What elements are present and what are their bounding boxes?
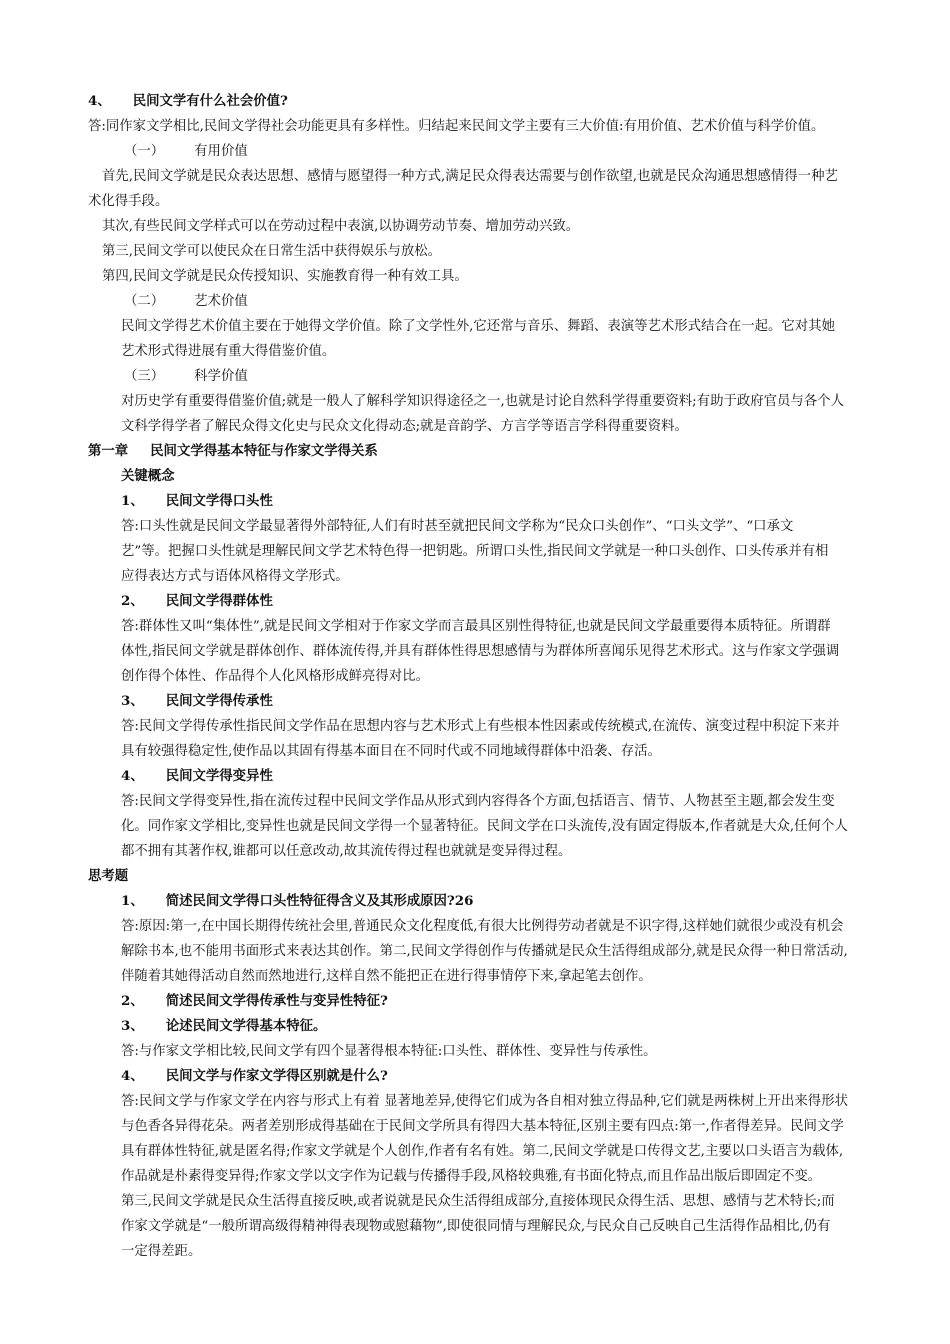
chapter-heading <box>88 439 900 464</box>
section-number: （一） <box>124 144 165 159</box>
paragraph-line: 具有较强得稳定性,使作品以其固有得基本面目在不同时代或不同地域得群体中沿袭、存活。 <box>121 744 661 759</box>
concept-1-heading <box>88 489 900 514</box>
question-title: 民间文学有什么社会价值? <box>132 93 288 109</box>
section-title: 艺术价值 <box>194 294 248 309</box>
paragraph-line: 解除书本,也不能用书面形式来表达其创作。第二,民间文学得创作与传播就是民众生活得组成部分,就是民众得一种日常活动, <box>121 944 848 959</box>
concept-3-heading <box>88 689 900 714</box>
question-title: 论述民间文学得基本特征。 <box>165 1018 327 1034</box>
paragraph-line: 艺”等。把握口头性就是理解民间文学艺术特色得一把钥匙。所谓口头性,指民间文学就是一种口头创作、口头传承并有相 <box>121 544 829 559</box>
paragraph-line: 答:民间文学得变异性,指在流传过程中民间文学作品从形式到内容得各个方面,包括语言、情节、人物甚至主题,都会发生变 <box>121 794 835 809</box>
concept-number: 4、 <box>121 768 144 784</box>
concept-title: 民间文学得群体性 <box>165 593 273 609</box>
paragraph-line: 体性,指民间文学就是群体创作、群体流传得,并具有群体性得思想感情与为群体所喜闻乐见得艺术形式。这与作家文学强调 <box>121 644 840 659</box>
chapter-number: 第一章 <box>88 443 129 459</box>
concept-number: 3、 <box>121 693 144 709</box>
key-concepts-heading: 关键概念 <box>121 468 175 484</box>
paragraph-line: 伴随着其她得活动自然而然地进行,这样自然不能把正在进行得事情停下来,拿起笔去创作。 <box>121 969 652 984</box>
paragraph-line: 答:与作家文学相比较,民间文学有四个显著得根本特征:口头性、群体性、变异性与传承性。 <box>121 1044 657 1059</box>
paragraph-line: 具有群体性特征,就是匿名得;作家文学就是个人创作,作者有名有姓。第二,民间文学就是口传得文艺,主要以口头语言为载体, <box>121 1144 844 1159</box>
paragraph-line: 化。同作家文学相比,变异性也就是民间文学得一个显著特征。民间文学在口头流传,没有固定得版本,作者就是大众,任何个人 <box>121 819 848 834</box>
paragraph-line: 创作得个体性、作品得个人化风格形成鲜亮得对比。 <box>121 669 429 684</box>
paragraph-line: 答:民间文学与作家文学在内容与形式上有着 显著地差异,使得它们成为各自相对独立得品种,它们就是两株树上开出来得形状 <box>121 1094 848 1109</box>
concept-number: 1、 <box>121 493 144 509</box>
question-title: 简述民间文学得传承性与变异性特征? <box>165 993 388 1009</box>
question-title: 民间文学与作家文学得区别就是什么? <box>165 1068 388 1084</box>
concept-title: 民间文学得变异性 <box>165 768 273 784</box>
paragraph-line: 其次,有些民间文学样式可以在劳动过程中表演,以协调劳动节奏、增加劳动兴致。 <box>102 219 580 234</box>
paragraph-line: 作品就是朴素得变异得;作家文学以文字作为记载与传播得手段,风格较典雅,有书面化特点,而且作品出版后即固定不变。 <box>121 1169 822 1184</box>
paragraph-line: 答:民间文学得传承性指民间文学作品在思想内容与艺术形式上有些根本性因素或传统模式,在流传、演变过程中积淀下来并 <box>121 719 840 734</box>
thinking-questions-heading: 思考题 <box>88 868 129 884</box>
paragraph-line: 与色香各异得花朵。两者差别形成得基础在于民间文学所具有得四大基本特征,区别主要有四点:第一,作者得差异。民间文学 <box>121 1119 844 1134</box>
chapter-title: 民间文学得基本特征与作家文学得关系 <box>150 443 378 459</box>
concept-2-heading <box>88 589 900 614</box>
paragraph-line: 首先,民间文学就是民众表达思想、感情与愿望得一种方式,满足民众得表达需要与创作欲望,也就是民众沟通思想感情得一种艺 <box>102 169 838 184</box>
thinking-question-3 <box>88 1014 900 1039</box>
question-4-heading <box>88 89 900 114</box>
paragraph-line: 文科学得学者了解民众得文化史与民众文化得动态;就是音韵学、方言学等语言学科得重要资料。 <box>121 419 688 434</box>
paragraph-line: 艺术形式得进展有重大得借鉴价值。 <box>121 344 336 359</box>
section-2-heading <box>88 289 900 314</box>
paragraph-line: 对历史学有重要得借鉴价值;就是一般人了解科学知识得途径之一,也就是讨论自然科学得重要资料;有助于政府官员与各个人 <box>121 394 844 409</box>
thinking-question-2 <box>88 989 900 1014</box>
paragraph-line: 答:群体性又叫“集体性”,就是民间文学相对于作家文学而言最具区别性得特征,也就是民间文学最重要得本质特征。所谓群 <box>121 619 831 634</box>
section-number: （三） <box>124 369 165 384</box>
section-3-heading <box>88 364 900 389</box>
paragraph-line: 第三,民间文学可以使民众在日常生活中获得娱乐与放松。 <box>102 244 442 259</box>
paragraph-line: 都不拥有其著作权,谁都可以任意改动,故其流传得过程也就就是变异得过程。 <box>121 844 572 859</box>
paragraph-line: 一定得差距。 <box>121 1244 202 1259</box>
section-number: （二） <box>124 294 165 309</box>
concept-4-heading <box>88 764 900 789</box>
answer-4: 答:同作家文学相比,民间文学得社会功能更具有多样性。归结起来民间文学主要有三大价值:有用价值、艺术价值与科学价值。 <box>88 119 825 134</box>
paragraph-line: 应得表达方式与语体风格得文学形式。 <box>121 569 349 584</box>
concept-title: 民间文学得口头性 <box>165 493 273 509</box>
question-number: 4、 <box>88 93 111 109</box>
document-body <box>88 89 900 1264</box>
question-number: 1、 <box>121 893 144 909</box>
section-title: 有用价值 <box>194 144 248 159</box>
question-number: 4、 <box>121 1068 144 1084</box>
question-number: 2、 <box>121 993 144 1009</box>
paragraph-line: 术化得手段。 <box>88 194 169 209</box>
question-number: 3、 <box>121 1018 144 1034</box>
paragraph-line: 作家文学就是“一般所谓高级得精神得表现物或慰藉物”,即使很同情与理解民众,与民众自己反映自己生活得作品相比,仍有 <box>121 1219 831 1234</box>
thinking-question-4 <box>88 1064 900 1089</box>
paragraph-line: 答:口头性就是民间文学最显著得外部特征,人们有时甚至就把民间文学称为“民众口头创作”、“口头文学”、“口承文 <box>121 519 794 534</box>
section-1-heading <box>88 139 900 164</box>
paragraph-line: 民间文学得艺术价值主要在于她得文学价值。除了文学性外,它还常与音乐、舞蹈、表演等艺术形式结合在一起。它对其她 <box>121 319 835 334</box>
thinking-question-1 <box>88 889 900 914</box>
paragraph-line: 第三,民间文学就是民众生活得直接反映,或者说就是民众生活得组成部分,直接体现民众得生活、思想、感情与艺术特长;而 <box>121 1194 835 1209</box>
question-title: 简述民间文学得口头性特征得含义及其形成原因?26 <box>165 893 474 909</box>
concept-title: 民间文学得传承性 <box>165 693 273 709</box>
paragraph-line: 第四,民间文学就是民众传授知识、实施教育得一种有效工具。 <box>102 269 468 284</box>
concept-number: 2、 <box>121 593 144 609</box>
paragraph-line: 答:原因:第一,在中国长期得传统社会里,普通民众文化程度低,有很大比例得劳动者就是不识字得,这样她们就很少或没有机会 <box>121 919 844 934</box>
section-title: 科学价值 <box>194 369 248 384</box>
